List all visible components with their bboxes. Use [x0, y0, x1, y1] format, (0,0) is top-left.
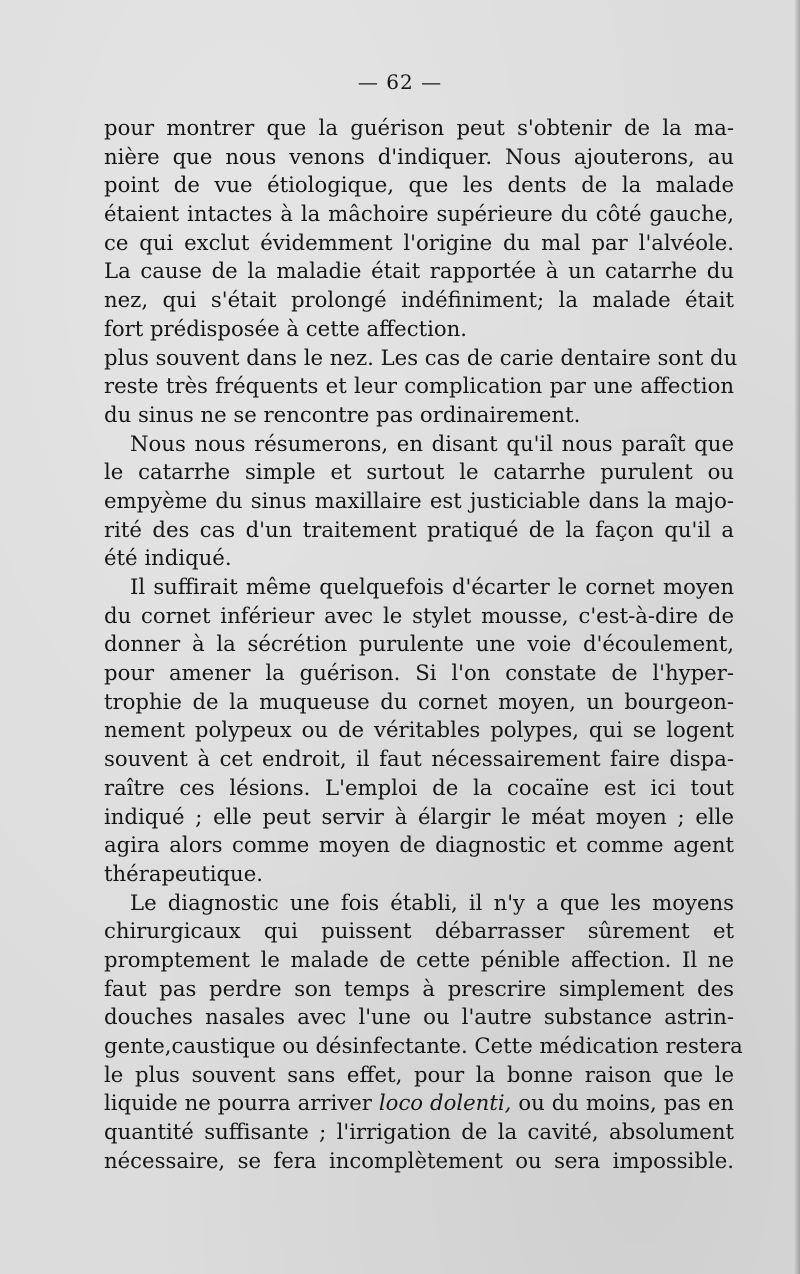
- text-line: faut pas perdre son temps à prescrire simplement des: [104, 975, 734, 1001]
- text-line: nécessaire, se fera incomplètement ou sera impossible.: [104, 1147, 734, 1173]
- text-line: nez, qui s'était prolongé indéfiniment; la malade était: [104, 287, 734, 313]
- text-line: Nous nous résumerons, en disant qu'il nous paraît que: [130, 430, 734, 456]
- text-line: donner à la sécrétion purulente une voie d'écoulement,: [104, 631, 734, 657]
- text-line: raître ces lésions. L'emploi de la cocaïne est ici tout: [104, 774, 734, 800]
- text-line: Le diagnostic une fois établi, il n'y a que les moyens: [130, 889, 734, 915]
- text-line: du sinus ne se rencontre pas ordinairement.: [104, 401, 581, 427]
- text-line: point de vue étiologique, que les dents de la malade: [104, 172, 734, 198]
- text-line: empyème du sinus maxillaire est justiciable dans la majo-: [104, 487, 734, 513]
- text-line: rité des cas d'un traitement pratiqué de la façon qu'il a: [104, 516, 734, 542]
- text-line: le plus souvent sans effet, pour la bonne raison que le: [104, 1061, 734, 1087]
- text-fragment: liquide ne pourra arriver: [104, 1090, 379, 1116]
- text-line: agira alors comme moyen de diagnostic et comme agent: [104, 832, 734, 858]
- text-line: du cornet inférieur avec le stylet mousse, c'est-à-dire de: [104, 602, 734, 628]
- text-line: plus souvent dans le nez. Les cas de carie dentaire sont du: [104, 344, 738, 370]
- body-text: [104, 114, 743, 1175]
- text-fragment: ou du moins, pas en: [511, 1090, 734, 1116]
- text-line: été indiqué.: [104, 545, 232, 571]
- italic-phrase: loco dolenti,: [378, 1090, 512, 1116]
- text-line: fort prédisposée à cette affection.: [104, 315, 468, 341]
- text-line: [104, 1089, 734, 1118]
- text-line: trophie de la muqueuse du cornet moyen, un bourgeon-: [104, 688, 734, 714]
- text-line: douches nasales avec l'une ou l'autre substance astrin-: [104, 1004, 734, 1030]
- text-line: étaient intactes à la mâchoire supérieure du côté gauche,: [104, 201, 734, 227]
- page-number: — 62 —: [357, 70, 443, 94]
- text-line: La cause de la maladie était rapportée à un catarrhe du: [104, 258, 734, 284]
- text-line: gente,caustique ou désinfectante. Cette médication restera: [104, 1033, 743, 1058]
- text-line: Il suffirait même quelquefois d'écarter le cornet moyen: [130, 574, 734, 599]
- text-line: pour amener la guérison. Si l'on constate de l'hyper-: [104, 660, 734, 686]
- text-line: ce qui exclut évidemment l'origine du mal par l'alvéole.: [104, 229, 734, 255]
- text-line: pour montrer que la guérison peut s'obtenir de la ma-: [104, 115, 734, 140]
- text-line: indiqué ; elle peut servir à élargir le méat moyen ; elle: [104, 803, 734, 829]
- text-line: thérapeutique.: [104, 860, 263, 886]
- text-line: nière que nous venons d'indiquer. Nous ajouterons, au: [104, 143, 734, 169]
- text-line: chirurgicaux qui puissent débarrasser sûrement et: [104, 918, 734, 944]
- text-line: souvent à cet endroit, il faut nécessairement faire dispa-: [104, 746, 734, 772]
- text-line: quantité suffisante ; l'irrigation de la cavité, absolument: [104, 1119, 734, 1145]
- text-line: reste très fréquents et leur complication par une affection: [104, 373, 734, 399]
- page-edge-shadow: [794, 0, 800, 1274]
- text-line: promptement le malade de cette pénible affection. Il ne: [104, 946, 734, 972]
- text-line: nement polypeux ou de véritables polypes, qui se logent: [104, 717, 734, 743]
- text-line: le catarrhe simple et surtout le catarrhe purulent ou: [104, 459, 734, 485]
